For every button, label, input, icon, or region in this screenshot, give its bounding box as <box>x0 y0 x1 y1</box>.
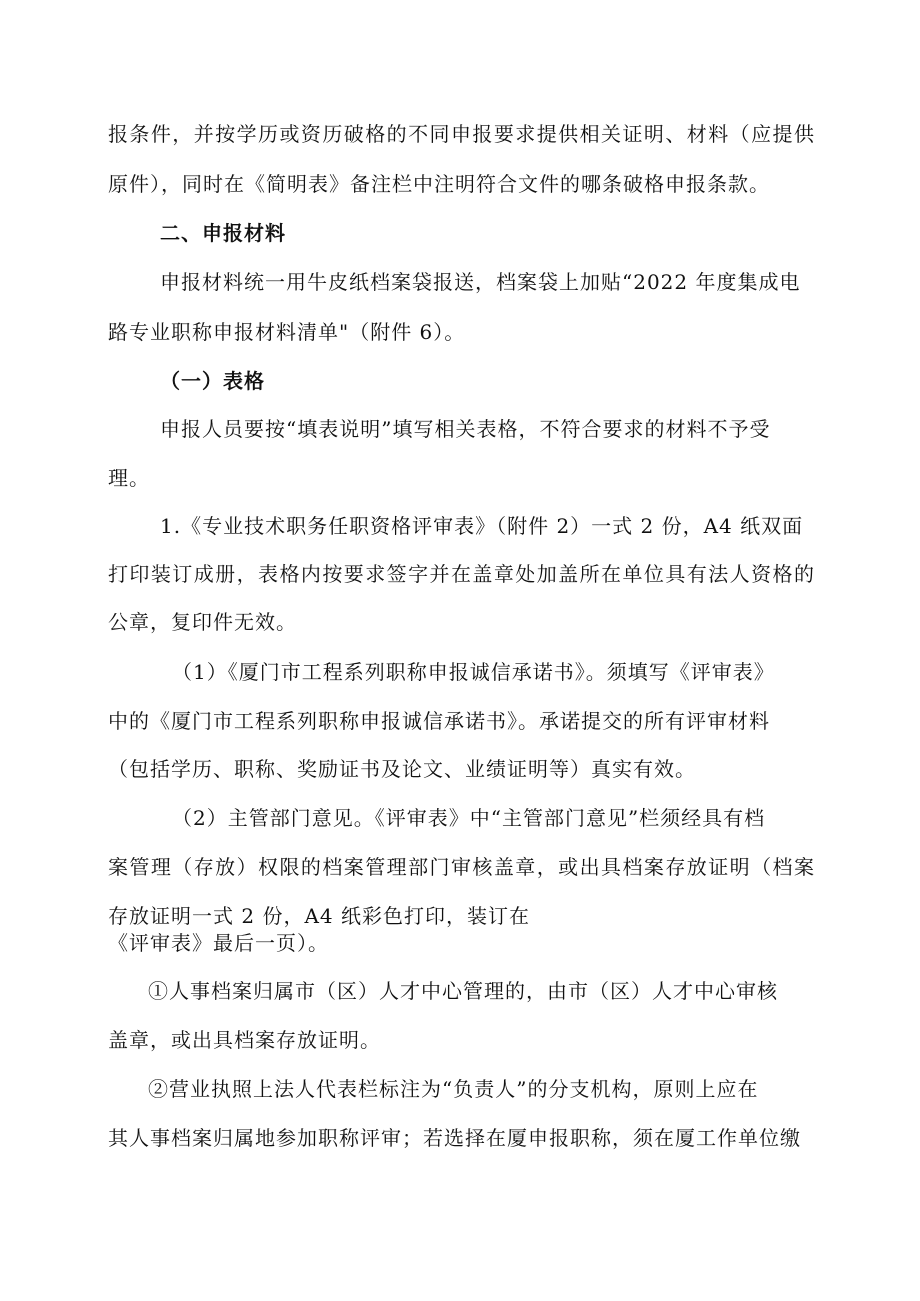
paragraph-line: 案管理（存放）权限的档案管理部门审核盖章，或出具档案存放证明（档案 <box>108 855 814 879</box>
paragraph-line: 申报人员要按“填表说明”填写相关表格，不符合要求的材料不予受 <box>160 417 771 441</box>
paragraph-line: 原件），同时在《简明表》备注栏中注明符合文件的哪条破格申报条款。 <box>108 172 770 196</box>
paragraph-line: （包括学历、职称、奖励证书及论文、业绩证明等）真实有效。 <box>108 757 696 781</box>
paragraph-line: 公章，复印件无效。 <box>108 610 297 634</box>
list-item-line: 1.《专业技术职务任职资格评审表》（附件 2）一式 2 份，A4 纸双面 <box>160 514 804 538</box>
subsection-heading: （一）表格 <box>160 369 265 393</box>
paragraph-line: 路专业职称申报材料清单"（附件 6）。 <box>108 320 466 344</box>
paragraph-line: 理。 <box>108 466 150 490</box>
list-item-line: ②营业执照上法人代表栏标注为“负责人”的分支机构，原则上应在 <box>148 1077 759 1101</box>
section-heading: 二、申报材料 <box>160 221 286 245</box>
list-item-line: （2）主管部门意见。《评审表》中“主管部门意见”栏须经具有档 <box>172 806 766 830</box>
list-item-line: ①人事档案归属市（区）人才中心管理的，由市（区）人才中心审核 <box>148 979 778 1003</box>
list-item-line: （1）《厦门市工程系列职称申报诚信承诺书》。须填写《评审表》 <box>172 660 775 684</box>
paragraph-line: 中的《厦门市工程系列职称申报诚信承诺书》。承诺提交的所有评审材料 <box>108 709 770 733</box>
paragraph-line: 报条件，并按学历或资历破格的不同申报要求提供相关证明、材料（应提供 <box>108 122 814 146</box>
paragraph-line: 其人事档案归属地参加职称评审；若选择在厦申报职称，须在厦工作单位缴 <box>108 1126 801 1150</box>
paragraph-line: 存放证明一式 2 份，A4 纸彩色打印，装订在 <box>108 904 530 928</box>
paragraph-line: 申报材料统一用牛皮纸档案袋报送，档案袋上加贴“2022 年度集成电 <box>160 270 801 294</box>
paragraph-line: 《评审表》最后一页）。 <box>108 931 329 955</box>
paragraph-line: 打印装订成册，表格内按要求签字并在盖章处加盖所在单位具有法人资格的 <box>108 562 814 586</box>
paragraph-line: 盖章，或出具档案存放证明。 <box>108 1028 381 1052</box>
